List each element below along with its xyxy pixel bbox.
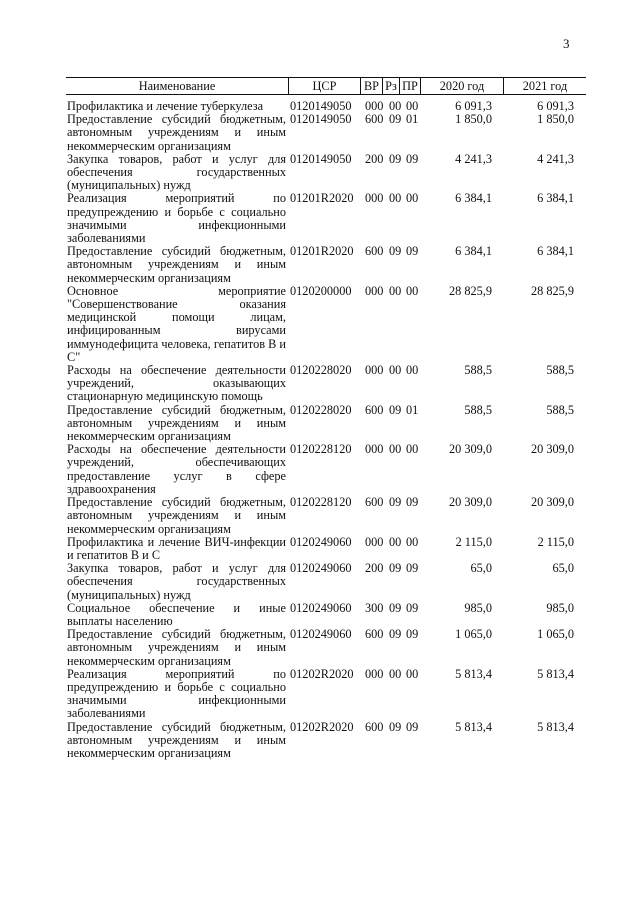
table-row	[0, 721, 638, 761]
row-value-2021: 28 825,9	[530, 283, 574, 298]
row-csr: 0120249060	[290, 600, 352, 615]
row-vr: 600	[365, 495, 384, 510]
row-pr: 09	[406, 561, 419, 576]
table-row	[0, 602, 638, 628]
row-value-2021: 6 384,1	[537, 244, 574, 259]
row-value-2021: 5 813,4	[537, 719, 574, 734]
row-value-2020: 2 115,0	[455, 534, 492, 549]
row-rz: 00	[389, 283, 402, 298]
row-csr: 0120149050	[290, 151, 352, 166]
table-header	[66, 77, 586, 95]
row-pr: 09	[406, 600, 419, 615]
table-row	[0, 404, 638, 444]
row-vr: 200	[365, 561, 384, 576]
row-value-2020: 20 309,0	[448, 442, 492, 457]
row-vr: 000	[365, 363, 384, 378]
row-rz: 00	[389, 534, 402, 549]
row-csr: 0120200000	[290, 283, 352, 298]
row-value-2020: 985,0	[464, 600, 492, 615]
row-rz: 00	[389, 363, 402, 378]
row-vr: 300	[365, 600, 384, 615]
row-name: Реализация мероприятий по предупреждению и борьбе с социально значимыми инфекционными заболеваниями	[67, 666, 286, 721]
row-value-2020: 20 309,0	[448, 495, 492, 510]
row-value-2021: 1 850,0	[537, 112, 574, 127]
row-name: Профилактика и лечение туберкулеза	[67, 99, 264, 113]
row-pr: 00	[406, 363, 419, 378]
row-value-2021: 5 813,4	[537, 666, 574, 681]
row-value-2021: 4 241,3	[537, 151, 574, 166]
row-pr: 09	[406, 627, 419, 642]
row-csr: 0120249060	[290, 627, 352, 642]
row-csr: 0120149050	[290, 112, 352, 127]
row-value-2020: 6 091,3	[455, 99, 492, 113]
header-year-2021: 2021 год	[503, 78, 586, 94]
header-year-2020: 2020 год	[420, 78, 503, 94]
row-value-2020: 6 384,1	[455, 244, 492, 259]
row-value-2020: 6 384,1	[455, 191, 492, 206]
row-name: Расходы на обеспечение деятельности учреждений, обеспечивающих предоставление услуг в сфере здравоохранения	[67, 442, 286, 496]
row-value-2020: 588,5	[464, 402, 492, 417]
row-rz: 09	[389, 561, 402, 576]
row-pr: 09	[406, 719, 419, 734]
table-row	[0, 562, 638, 602]
table-row	[0, 153, 638, 193]
row-value-2021: 985,0	[546, 600, 574, 615]
row-name: Предоставление субсидий бюджетным, автономным учреждениям и иным некоммерческим организациям	[67, 112, 286, 153]
row-name: Социальное обеспечение и иные выплаты населению	[67, 600, 286, 628]
row-pr: 00	[406, 442, 419, 457]
table-row	[0, 245, 638, 285]
row-value-2021: 2 115,0	[537, 534, 574, 549]
row-csr: 0120228020	[290, 402, 352, 417]
row-pr: 00	[406, 283, 419, 298]
row-pr: 01	[406, 402, 419, 417]
row-pr: 09	[406, 244, 419, 259]
row-vr: 600	[365, 112, 384, 127]
row-value-2021: 20 309,0	[530, 442, 574, 457]
row-csr: 01201R2020	[290, 191, 354, 206]
row-csr: 01202R2020	[290, 666, 354, 681]
row-pr: 01	[406, 112, 419, 127]
row-csr: 0120149050	[290, 99, 352, 113]
row-vr: 000	[365, 191, 384, 206]
table-row	[0, 364, 638, 404]
row-name: Реализация мероприятий по предупреждению и борьбе с социально значимыми инфекционными заболеваниями	[67, 191, 286, 246]
row-vr: 000	[365, 283, 384, 298]
row-vr: 000	[365, 534, 384, 549]
row-rz: 00	[389, 191, 402, 206]
row-name: Предоставление субсидий бюджетным, автономным учреждениям и иным некоммерческим организациям	[67, 244, 286, 285]
row-pr: 00	[406, 191, 419, 206]
row-value-2020: 28 825,9	[448, 283, 492, 298]
row-name: Предоставление субсидий бюджетным, автономным учреждениям и иным некоммерческим организациям	[67, 627, 286, 668]
row-rz: 00	[389, 442, 402, 457]
row-csr: 0120228120	[290, 442, 352, 457]
row-vr: 600	[365, 719, 384, 734]
row-pr: 00	[406, 99, 419, 113]
table-row	[0, 113, 638, 153]
row-value-2020: 588,5	[464, 363, 492, 378]
row-value-2020: 5 813,4	[455, 719, 492, 734]
row-value-2021: 6 091,3	[537, 99, 574, 113]
row-pr: 09	[406, 151, 419, 166]
row-vr: 000	[365, 442, 384, 457]
row-csr: 01201R2020	[290, 244, 354, 259]
row-rz: 09	[389, 112, 402, 127]
row-pr: 09	[406, 495, 419, 510]
row-value-2021: 1 065,0	[537, 627, 574, 642]
row-vr: 200	[365, 151, 384, 166]
row-vr: 000	[365, 99, 384, 113]
header-pr: ПР	[399, 78, 420, 94]
row-vr: 600	[365, 627, 384, 642]
header-vr: ВР	[360, 78, 382, 94]
row-value-2021: 588,5	[546, 363, 574, 378]
row-name: Закупка товаров, работ и услуг для обеспечения государственных (муниципальных) нужд	[67, 151, 286, 193]
row-rz: 00	[389, 666, 402, 681]
table-row	[0, 496, 638, 536]
row-name: Предоставление субсидий бюджетным, автономным учреждениям и иным некоммерческим организациям	[67, 719, 286, 760]
row-csr: 0120228120	[290, 495, 352, 510]
row-rz: 09	[389, 151, 402, 166]
table-row	[0, 668, 638, 721]
row-csr: 0120228020	[290, 363, 352, 378]
row-value-2020: 5 813,4	[455, 666, 492, 681]
row-name: Основное мероприятие "Совершенствование оказания медицинской помощи лицам, инфицированным вирусами иммунодефицита человека, гепатитов В и С"	[67, 283, 286, 364]
row-name: Предоставление субсидий бюджетным, автономным учреждениям и иным некоммерческим организациям	[67, 402, 286, 444]
header-csr: ЦСР	[288, 78, 360, 94]
row-name: Закупка товаров, работ и услуг для обеспечения государственных (муниципальных) нужд	[67, 561, 286, 602]
row-vr: 600	[365, 402, 384, 417]
row-csr: 0120249060	[290, 561, 352, 576]
table-row	[0, 443, 638, 496]
table-row	[0, 192, 638, 245]
table-row	[0, 285, 638, 364]
row-rz: 09	[389, 495, 402, 510]
row-rz: 09	[389, 627, 402, 642]
row-rz: 09	[389, 600, 402, 615]
table-row	[0, 536, 638, 562]
row-value-2020: 65,0	[470, 561, 492, 576]
header-rz: Рз	[382, 78, 399, 94]
row-value-2020: 1 065,0	[455, 627, 492, 642]
row-value-2020: 1 850,0	[455, 112, 492, 127]
row-vr: 000	[365, 666, 384, 681]
row-value-2021: 65,0	[552, 561, 574, 576]
row-value-2021: 6 384,1	[537, 191, 574, 206]
row-pr: 00	[406, 534, 419, 549]
row-value-2020: 4 241,3	[455, 151, 492, 166]
row-name: Профилактика и лечение ВИЧ-инфекции и гепатитов В и С	[67, 534, 286, 562]
row-rz: 09	[389, 402, 402, 417]
row-pr: 00	[406, 666, 419, 681]
row-name: Расходы на обеспечение деятельности учреждений, оказывающих стационарную медицинскую помощь	[67, 363, 286, 404]
table-body	[0, 100, 638, 760]
row-value-2021: 588,5	[546, 402, 574, 417]
row-csr: 0120249060	[290, 534, 352, 549]
header-name: Наименование	[138, 79, 216, 93]
row-value-2021: 20 309,0	[530, 495, 574, 510]
row-name: Предоставление субсидий бюджетным, автономным учреждениям и иным некоммерческим организациям	[67, 495, 286, 536]
row-rz: 09	[389, 719, 402, 734]
row-vr: 600	[365, 244, 384, 259]
row-csr: 01202R2020	[290, 719, 354, 734]
row-rz: 00	[389, 99, 402, 113]
table-row	[0, 628, 638, 668]
row-rz: 09	[389, 244, 402, 259]
page-number: 3	[563, 36, 570, 51]
